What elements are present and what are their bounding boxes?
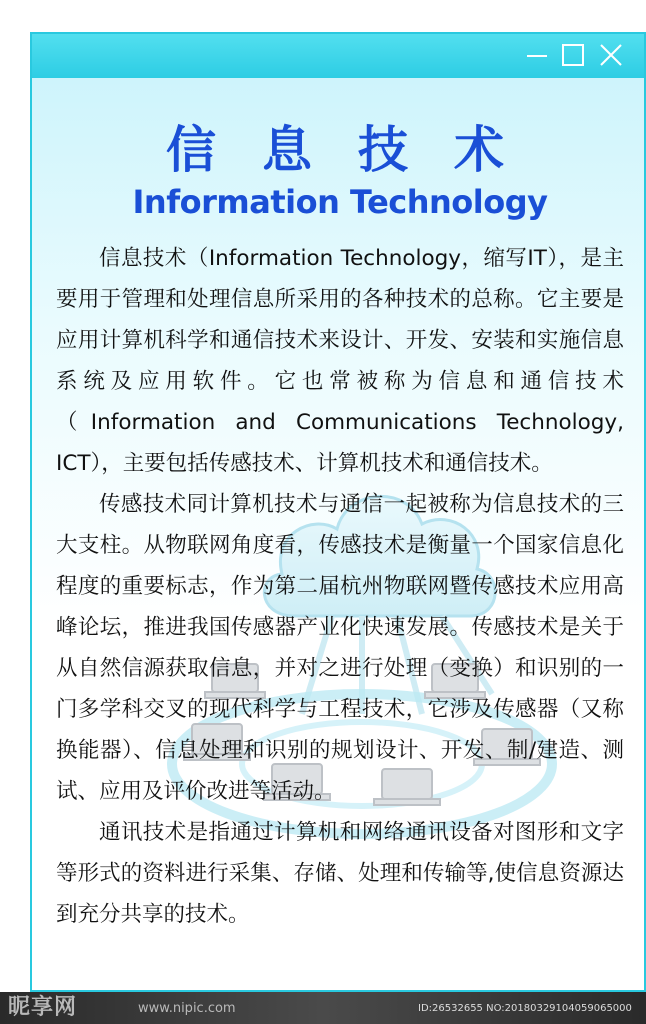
watermark-id: ID:26532655 NO:20180329104059065000 — [418, 1003, 632, 1014]
page-title-en: Information Technology — [132, 183, 548, 221]
title-bar — [32, 34, 644, 78]
page-title-cn: 信息技术 — [166, 121, 550, 179]
close-button[interactable] — [598, 42, 624, 68]
window-frame — [30, 32, 646, 992]
paragraph-it-definition: 信息技术（Information Technology，缩写IT），是主要用于管理和处理信息所采用的各种技术的总称。它主要是应用计算机科学和通信技术来设计、开发、安装和实施信息系统及应用软件。它也常被称为信息和通信技术（Information and Communications Technology, ICT），主要包括传感技术、计算机技术和通信技术。 — [56, 246, 624, 476]
article-body — [56, 238, 624, 935]
watermark-bar — [0, 992, 646, 1024]
close-icon — [598, 42, 624, 68]
minimize-button[interactable] — [524, 42, 550, 68]
minimize-icon — [524, 42, 550, 68]
paragraph-sensing-technology: 传感技术同计算机技术与通信一起被称为信息技术的三大支柱。从物联网角度看，传感技术是衡量一个国家信息化程度的重要标志，作为第二届杭州物联网暨传感技术应用高峰论坛，推进我国传感器产业化快速发展。传感技术是关于从自然信源获取信息，并对之进行处理（变换）和识别的一门多学科交叉的现代科学与工程技术，它涉及传感器（又称换能器）、信息处理和识别的规划设计、开发、制/建造、测试、应用及评价改进等活动。 — [56, 492, 624, 804]
watermark-url: www.nipic.com — [138, 1001, 236, 1016]
paragraph-communication-technology: 通讯技术是指通过计算机和网络通讯设备对图形和文字等形式的资料进行采集、存储、处理和传输等,使信息资源达到充分共享的技术。 — [56, 820, 624, 927]
watermark-logo: 昵享网 — [8, 995, 78, 1020]
maximize-icon — [560, 42, 586, 68]
maximize-button[interactable] — [560, 42, 586, 68]
